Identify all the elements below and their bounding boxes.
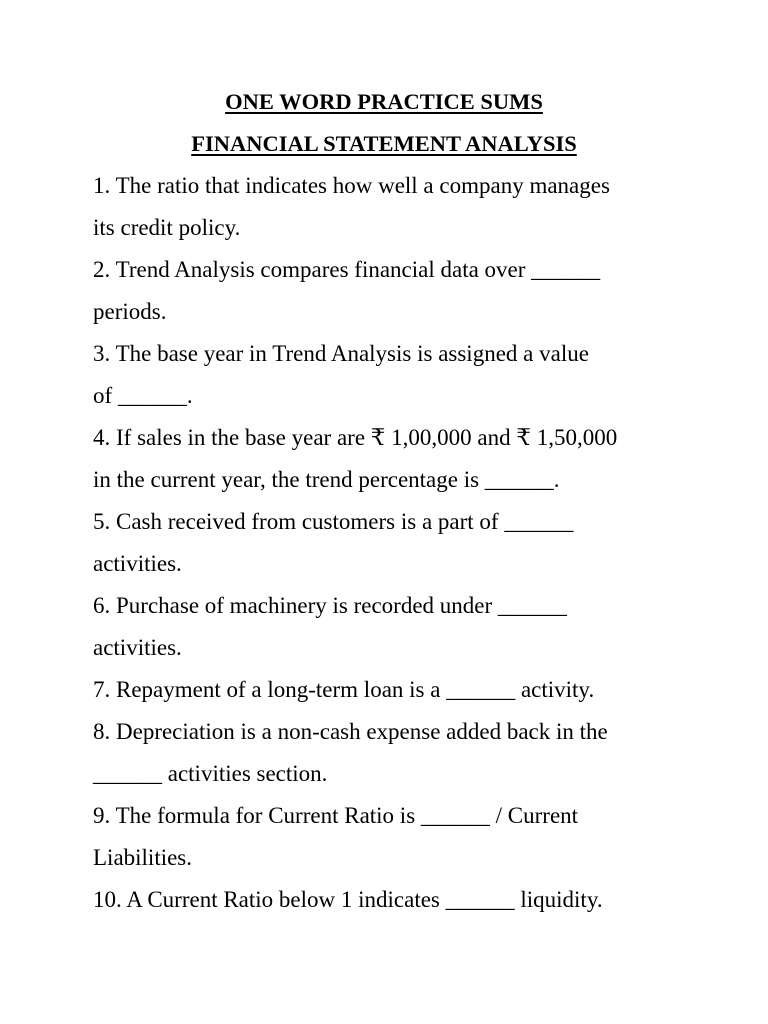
question-1-line-2: its credit policy. <box>93 215 241 240</box>
question-2-line-1: 2. Trend Analysis compares financial data over ______ <box>93 257 601 282</box>
question-3-line-2: of ______. <box>93 383 193 408</box>
question-10-line-1: 10. A Current Ratio below 1 indicates ______ liquidity. <box>93 887 603 912</box>
question-8-line-2: ______ activities section. <box>93 761 328 786</box>
question-9-line-1: 9. The formula for Current Ratio is ______ / Current <box>93 803 579 828</box>
question-2-line-2: periods. <box>93 299 167 324</box>
question-8-line-1: 8. Depreciation is a non-cash expense added back in the <box>93 719 608 744</box>
question-7-line-1: 7. Repayment of a long-term loan is a ______ activity. <box>93 677 595 702</box>
question-9-line-2: Liabilities. <box>93 845 193 870</box>
question-6-line-2: activities. <box>93 635 182 660</box>
question-4-line-1: 4. If sales in the base year are ₹ 1,00,000 and ₹ 1,50,000 <box>93 425 618 450</box>
question-5-line-1: 5. Cash received from customers is a part of ______ <box>93 509 574 534</box>
question-5-line-2: activities. <box>93 551 182 576</box>
question-4-line-2: in the current year, the trend percentage is ______. <box>93 467 560 492</box>
document-subtitle: FINANCIAL STATEMENT ANALYSIS <box>191 131 577 156</box>
document-title: ONE WORD PRACTICE SUMS <box>225 89 543 114</box>
question-6-line-1: 6. Purchase of machinery is recorded under ______ <box>93 593 567 618</box>
question-3-line-1: 3. The base year in Trend Analysis is assigned a value <box>93 341 589 366</box>
question-1-line-1: 1. The ratio that indicates how well a company manages <box>93 173 610 198</box>
